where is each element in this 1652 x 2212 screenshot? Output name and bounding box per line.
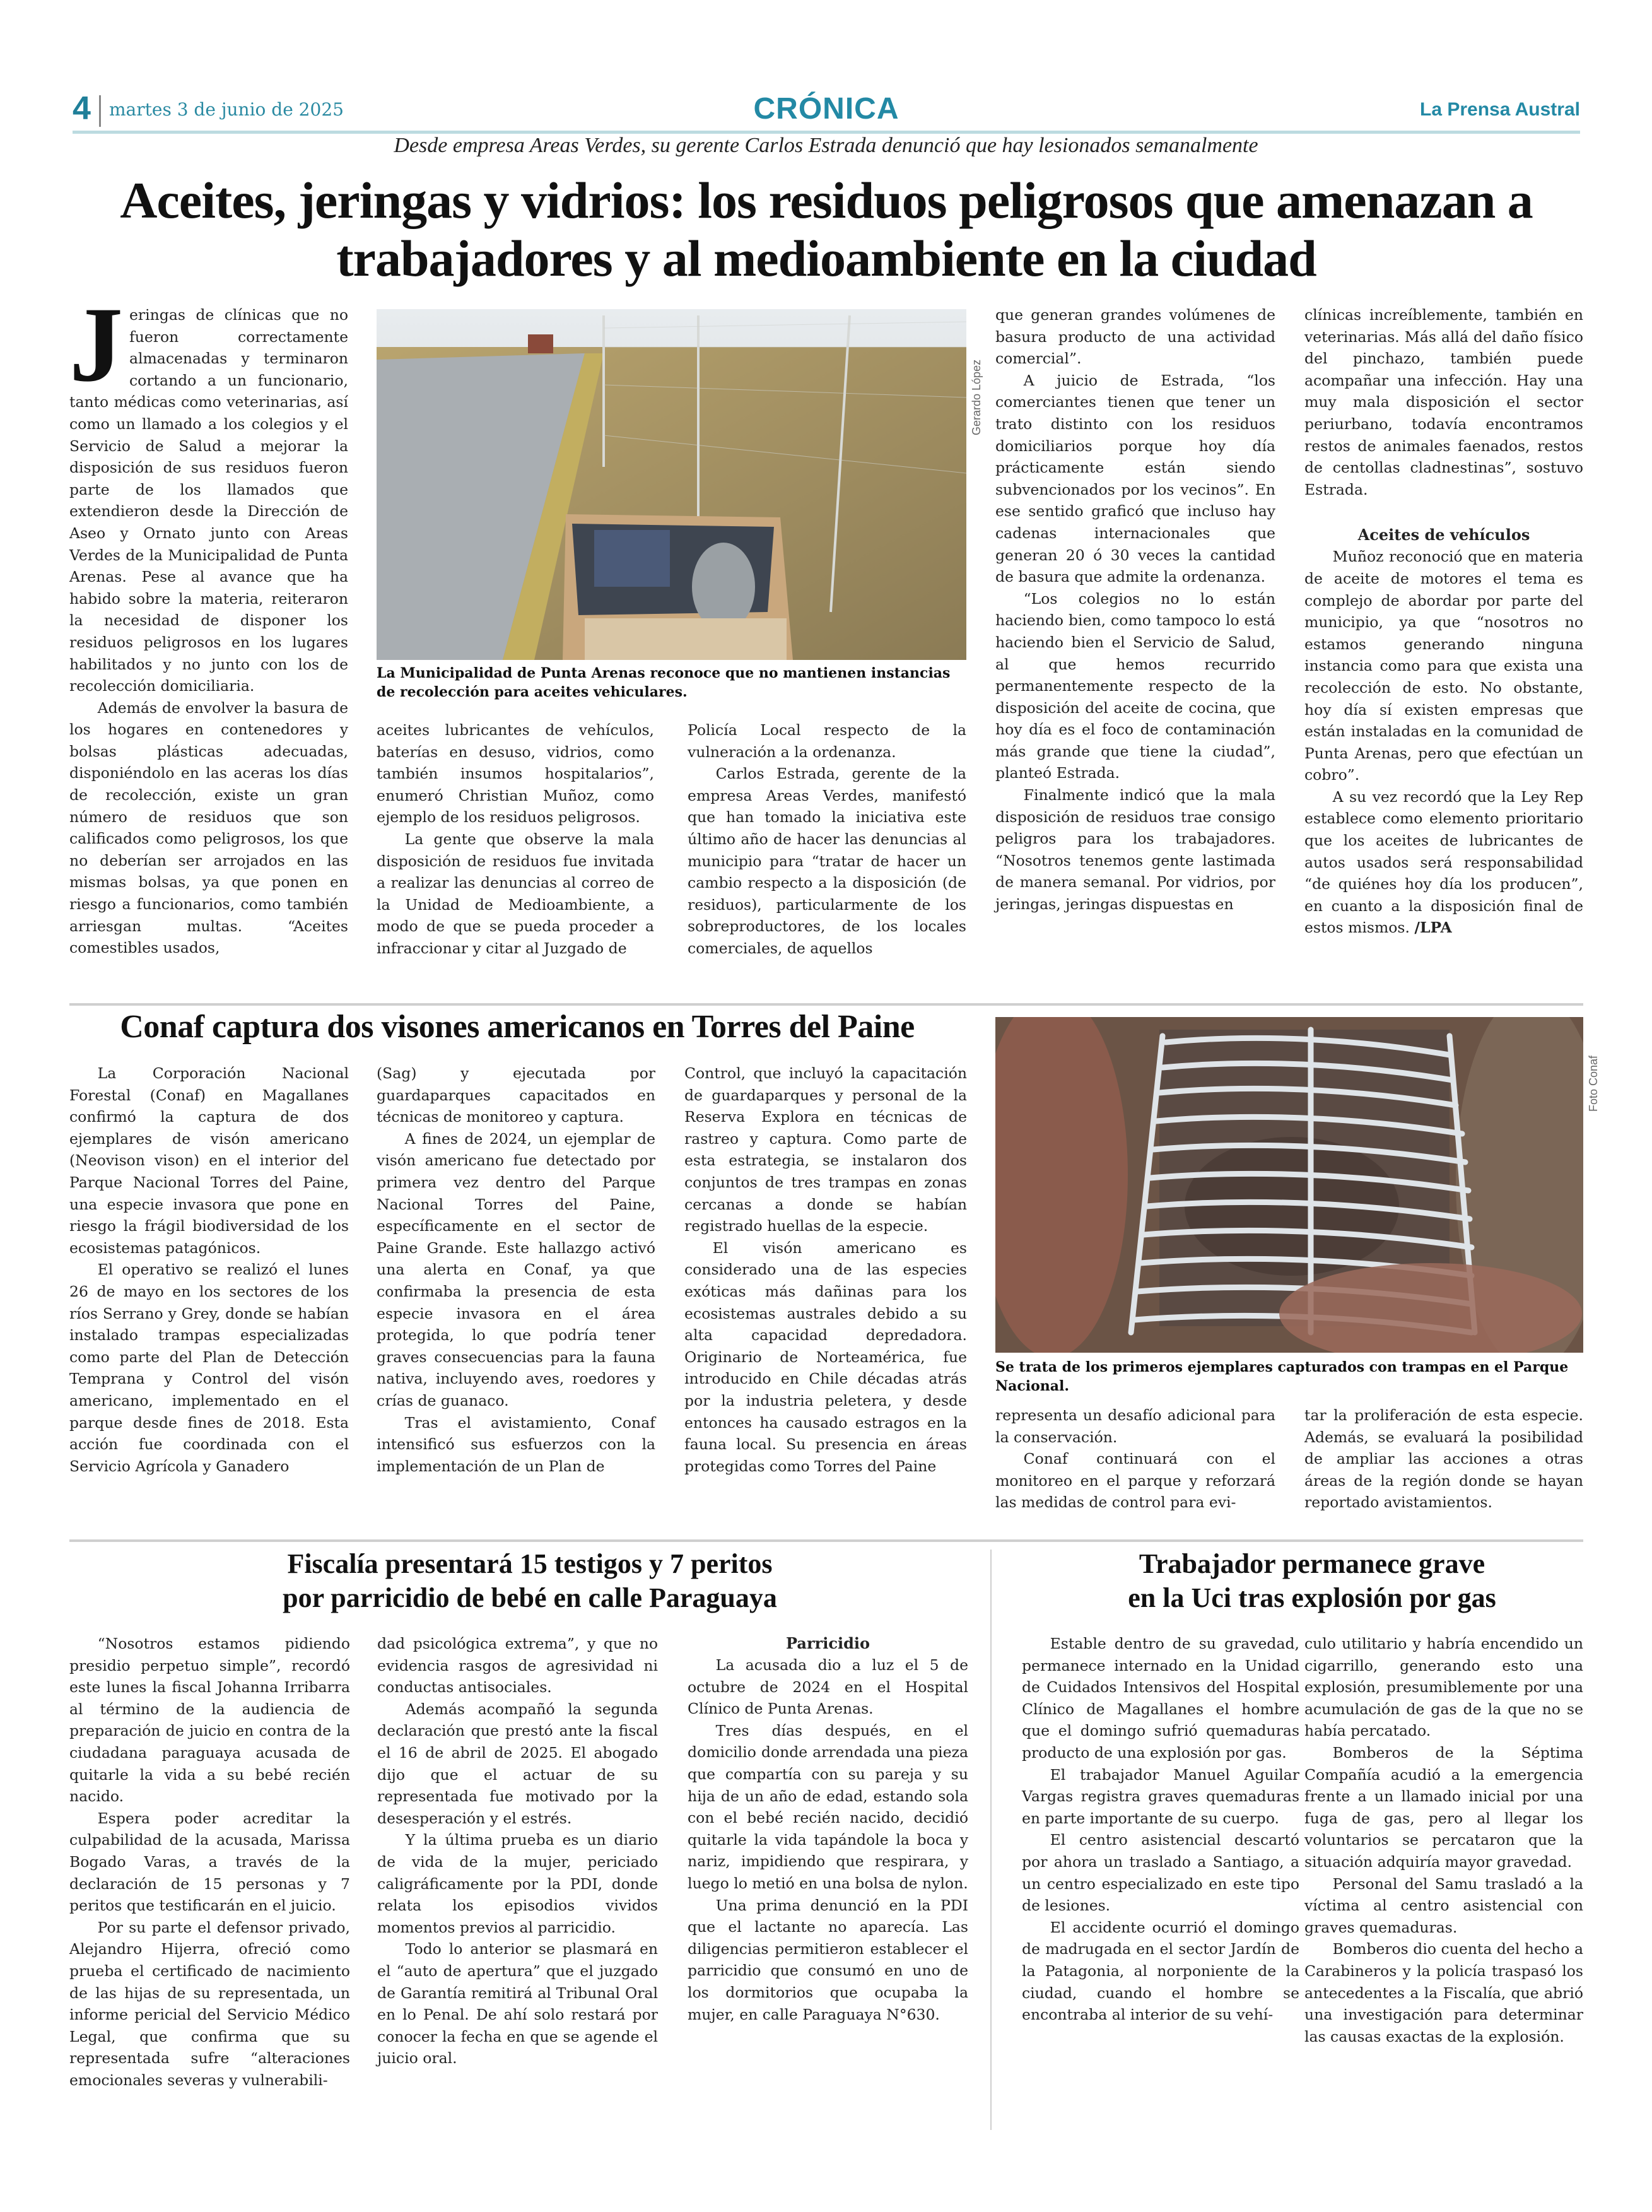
article2-photo-credit: Foto Conaf bbox=[1587, 1055, 1600, 1112]
article3-subhead: Parricidio bbox=[786, 1634, 870, 1652]
article3-paragraph: La acusada dio a luz el 5 de octubre de 2024 en el Hospital Clínico de Punta Arenas. bbox=[688, 1656, 968, 1718]
article3-column-2 bbox=[377, 1633, 658, 2069]
article4-paragraph: Bomberos dio cuenta del hecho a Carabineros y la policía traspasó los antecedentes a la Fiscalía, que abrió una investigación para determinar las causas exactas de la explosión. bbox=[1304, 1940, 1583, 2045]
article4-paragraph: El accidente ocurrió el domingo de madrugada en el sector Jardín de la Patagonia, al norponiente de la ciudad, cuando el hombre se encontraba al interior de su vehí- bbox=[1022, 1918, 1299, 2024]
article1-paragraph: Carlos Estrada, gerente de la empresa Areas Verdes, manifestó que han tomado la iniciativa este último año de hacer las denuncias al municipio para “tratar de hacer un cambio respecto a la disposición (de residuos), particularmente de los sobreproductores, de los locales comerciales, de aquellos bbox=[688, 765, 966, 957]
article1-column-3 bbox=[688, 719, 966, 960]
article3-paragraph: Por su parte el defensor privado, Alejandro Hijerra, ofreció como prueba el certificado de nacimiento de las hijas de su representada, un informe pericial del Servicio Médico Legal, que confirma que su representada sufre “alteraciones emocionales severas y vulnerabili- bbox=[69, 1918, 350, 2089]
article1-photo bbox=[377, 309, 966, 660]
article2-paragraph: El operativo se realizó el lunes 26 de mayo en los sectores de los ríos Serrano y Grey, donde se habían instalado trampas especializadas como parte del Plan de Detección Temprana y Control del visón americano, implementado en el parque desde fines de 2018. Esta acción fue coordinada con el Servicio Agrícola y Ganadero bbox=[69, 1261, 349, 1475]
article4-paragraph: culo utilitario y habría encendido un cigarrillo, generando esto una explosión, presumiblemente por una acumulación de gas de la que no se había percatado. bbox=[1304, 1635, 1583, 1740]
article2-column-3 bbox=[684, 1062, 967, 1477]
article1-paragraph: clínicas increíblemente, también en veterinarias. Más allá del daño físico del pinchazo, también puede acompañar una infección. Hay una muy mala disposición el sector periurbano, todavía encontramos restos de animales faenados, restos de centollas cladnestinas”, sostuvo Estrada. bbox=[1304, 306, 1583, 498]
mink-trap-photo-image bbox=[995, 1017, 1583, 1353]
article1-paragraph: que generan grandes volúmenes de basura producto de una actividad comercial”. bbox=[995, 306, 1275, 368]
article4-paragraph: El trabajador Manuel Aguilar Vargas registra graves quemaduras en parte importante de su cuerpo. bbox=[1022, 1765, 1299, 1827]
article2-paragraph: A fines de 2024, un ejemplar de visón americano fue detectado por primera vez dentro del Parque Nacional Torres del Paine, específicamente en el sector de Paine Grande. Este hallazgo activó una alerta en Conaf, ya que confirmaba la presencia de esta especie invasora en el área protegida, lo que podría tener graves consecuencias para la fauna nativa, incluyendo aves, roedores y crías de guanaco. bbox=[377, 1129, 655, 1409]
article2-paragraph: El visón americano es considerado una de las especies exóticas más dañinas para los ecosistemas australes debido a su alta capacidad depredadora. Originario de Norteamérica, fue introducido en Chile décadas atrás por la industria peletera, y desde entonces ha causado estragos en la fauna local. Su presencia en áreas protegidas como Torres del Paine bbox=[684, 1238, 967, 1475]
article2-paragraph: La Corporación Nacional Forestal (Conaf) en Magallanes confirmó la captura de dos ejemplares de visón americano (Neovison vison) en el interior del Parque Nacional Torres del Paine, una especie invasora que pone en riesgo la frágil biodiversidad de los ecosistemas patagónicos. bbox=[69, 1064, 349, 1257]
waste-box-photo-image bbox=[377, 309, 966, 660]
article3-headline-line-1: Fiscalía presentará 15 testigos y 7 peritos bbox=[287, 1548, 773, 1579]
article4-column-1 bbox=[1022, 1633, 1299, 2026]
article3-paragraph: Tres días después, en el domicilio donde arrendada una pieza que compartía con su pareja y su hija de un año de edad, estando sola con el bebé recién nacido, decidió quitarle la vida tapándole la boca y nariz, impidiendo que respirara, y luego lo metió en una bolsa de nylon. bbox=[688, 1721, 968, 1892]
article1-paragraph: A su vez recordó que la Ley Rep establece como elemento prioritario que los aceites de lubricantes de autos usados será responsabilidad “de quiénes hoy día los producen”, en cuanto a la disposición final de estos mismos. /LPA bbox=[1304, 787, 1583, 937]
article1-subhead: Aceites de vehículos bbox=[1357, 526, 1530, 544]
article1-headline: Aceites, jeringas y vidrios: los residuos peligrosos que amenazan a trabajadores y al medioambiente en la ciudad bbox=[120, 172, 1533, 287]
article3-column-1 bbox=[69, 1633, 350, 2091]
article4-headline-line-2: en la Uci tras explosión por gas bbox=[1128, 1582, 1496, 1613]
article4-headline bbox=[1003, 1547, 1621, 1615]
article2-column-1 bbox=[69, 1062, 349, 1477]
article1-paragraph: Policía Local respecto de la vulneración a la ordenanza. bbox=[688, 721, 966, 761]
publication-name: La Prensa Austral bbox=[1420, 99, 1580, 120]
article1-paragraph: “Los colegios no lo están haciendo bien, como tampoco lo está haciendo bien el Servicio de Salud, al que hemos recurrido permanentemente respecto de la disposición del aceite de cocina, que hoy día es el foco de contaminación más grande que tiene la ciudad”, planteó Estrada. bbox=[995, 589, 1275, 782]
article1-paragraph: A juicio de Estrada, “los comerciantes tienen que tener un trato distinto con los residuos domiciliarios porque hoy día prácticamente están siendo subvencionados por los vecinos”. En ese sentido graficó que incluso hay cadenas internacionales que generan 20 ó 30 veces la cantidad de basura que admite la ordenanza. bbox=[995, 371, 1275, 586]
article4-paragraph: Personal del Samu trasladó a la víctima al centro asistencial con graves quemaduras. bbox=[1304, 1874, 1583, 1936]
article2-column-5 bbox=[1304, 1404, 1583, 1514]
article4-paragraph: El centro asistencial descartó por ahora un traslado a Santiago, a un centro especializado en este tipo de lesiones. bbox=[1022, 1831, 1299, 1915]
article2-photo bbox=[995, 1017, 1583, 1353]
article3-paragraph: Y la última prueba es un diario de vida de la mujer, periciado caligráficamente por la PDI, donde relata los episodios vividos momentos previos al parricidio. bbox=[377, 1831, 658, 1936]
article3-column-3 bbox=[688, 1633, 968, 2025]
article3-headline bbox=[63, 1547, 997, 1615]
article1-paragraph: La gente que observe la mala disposición de residuos fue invitada a realizar las denuncias al correo de la Unidad de Medioambiente, a modo de que se pueda proceder a infraccionar y citar al Juzgado de bbox=[377, 830, 654, 957]
article1-photo-credit: Gerardo López bbox=[970, 359, 983, 435]
article2-paragraph: Tras el avistamiento, Conaf intensificó sus esfuerzos con la implementación de un Plan de bbox=[377, 1413, 655, 1475]
section-divider bbox=[69, 1539, 1583, 1542]
issue-date: martes 3 de junio de 2025 bbox=[109, 99, 344, 120]
page-header bbox=[73, 91, 1580, 134]
article2-column-2 bbox=[377, 1062, 655, 1477]
article3-paragraph: Todo lo anterior se plasmará en el “auto de apertura” que el juzgado de Garantía remitirá al Tribunal Oral en lo Penal. De ahí solo restará por conocer la fecha en que se agende el juicio oral. bbox=[377, 1940, 658, 2068]
page-number: 4 bbox=[73, 90, 91, 127]
article3-paragraph: Espera poder acreditar la culpabilidad de la acusada, Marissa Bogado Varas, a través de la declaración de 15 personas y 7 peritos que testificarán en el juicio. bbox=[69, 1809, 350, 1915]
article3-paragraph: Una prima denunció en la PDI que el lactante no aparecía. Las diligencias permitieron establecer el parricidio que consumó en uno de los dormitorios que ocupaba la mujer, en calle Paraguaya N°630. bbox=[688, 1896, 968, 2023]
article2-headline: Conaf captura dos visones americanos en Torres del Paine bbox=[120, 1009, 915, 1045]
article1-column-5 bbox=[1304, 304, 1583, 939]
article4-column-2 bbox=[1304, 1633, 1583, 2047]
article3-paragraph: “Nosotros estamos pidiendo presidio perpetuo simple”, recordó este lunes la fiscal Johanna Irribarra al término de la audiencia de preparación de juicio en contra de la ciudadana paraguaya acusada de quitarle la vida a su bebé recién nacido. bbox=[69, 1635, 350, 1806]
article4-paragraph: Estable dentro de su gravedad, permanece internado en la Unidad de Cuidados Intensivos del Hospital Clínico de Magallanes el hombre que el domingo sufrió quemaduras producto de una explosión por gas. bbox=[1022, 1635, 1299, 1762]
article3-paragraph: dad psicológica extrema”, y que no evidencia rasgos de agresividad ni conductas antisociales. bbox=[377, 1635, 658, 1697]
article1-paragraph: Finalmente indicó que la mala disposición de residuos trae consigo peligros para los trabajadores. “Nosotros tenemos gente lastimada de manera semanal. Por vidrios, por jeringas, jeringas dispuestas en bbox=[995, 786, 1275, 914]
article1-paragraph: Muñoz reconoció que en materia de aceite de motores el tema es complejo de abordar por parte del municipio, ya que “nosotros no estamos generando ninguna instancia como para que exista una recolección de esto. No obstante, hoy día sí existen empresas que están instaladas en la comunidad de Punta Arenas, pero que efectúan un cobro”. bbox=[1304, 548, 1583, 784]
section-name: CRÓNICA bbox=[753, 92, 899, 126]
article2-paragraph: representa un desafío adicional para la conservación. bbox=[995, 1406, 1275, 1446]
article1-signature: /LPA bbox=[1414, 919, 1452, 937]
section-divider bbox=[69, 1003, 1583, 1006]
article1-column-2 bbox=[377, 719, 654, 960]
article1-photo-caption: La Municipalidad de Punta Arenas reconoce que no mantienen instancias de recolección para aceites vehiculares. bbox=[377, 665, 951, 700]
article1-column-4 bbox=[995, 304, 1275, 915]
article1-paragraph: Además de envolver la basura de los hogares en contenedores y bolsas plásticas adecuadas, disponiéndolo en las aceras los días de recolección, existe un gran número de residuos que son calificados como peligrosos, los que no deberían ser arrojados en las mismas bolsas, ya que ponen en riesgo a funcionarios, como también arriesgan multas. “Aceites comestibles usados, bbox=[69, 698, 348, 957]
article3-headline-line-2: por parricidio de bebé en calle Paraguaya bbox=[283, 1582, 777, 1613]
article2-paragraph: Conaf continuará con el monitoreo en el parque y reforzará las medidas de control para evi- bbox=[995, 1450, 1275, 1512]
article1-column-1 bbox=[69, 285, 348, 959]
article2-paragraph: tar la proliferación de esta especie. Además, se evaluará la posibilidad de ampliar las acciones a otras áreas de la región donde se hayan reportado avistamientos. bbox=[1304, 1406, 1583, 1512]
article1-paragraph: aceites lubricantes de vehículos, baterías en desuso, vidrios, como también insumos hospitalarios”, enumeró Christian Muñoz, como ejemplo de los residuos peligrosos. bbox=[377, 721, 654, 827]
article2-column-4 bbox=[995, 1404, 1275, 1514]
article1-kicker: Desde empresa Areas Verdes, su gerente Carlos Estrada denunció que hay lesionados semanalmente bbox=[394, 134, 1258, 157]
article4-paragraph: Bomberos de la Séptima Compañía acudió a la emergencia frente a un llamado inicial por una fuga de gas, pero al llegar los voluntarios se percataron que la situación adquiría mayor gravedad. bbox=[1304, 1743, 1583, 1871]
article2-paragraph: Control, que incluyó la capacitación de guardaparques y personal de la Reserva Explora en técnicas de rastreo y captura. Como parte de esta estrategia, se instalaron dos conjuntos de tres trampas en zonas cercanas a donde se habían registrado huellas de la especie. bbox=[684, 1064, 967, 1235]
article1-lead-paragraph: Jeringas de clínicas que no fueron correctamente almacenadas y terminaron cortando a un funcionario, tanto médicas como veterinarias, así como un llamado a los colegios y el Servicio de Salud a mejorar la disposición de sus residuos fueron parte de los llamados que extendieron desde la Dirección de Aseo y Ornato junto con Areas Verdes de la Municipalidad de Punta Arenas. Pese al avance que ha habido sobre la materia, reiteraron la necesidad de disponer los residuos peligrosos en los lugares habilitados y no junto con los de recolección domiciliaria. bbox=[69, 285, 348, 695]
article2-paragraph: (Sag) y ejecutada por guardaparques capacitados en técnicas de monitoreo y captura. bbox=[377, 1064, 655, 1126]
column-divider bbox=[990, 1550, 992, 2130]
article4-headline-line-1: Trabajador permanece grave bbox=[1139, 1548, 1485, 1579]
article2-photo-caption: Se trata de los primeros ejemplares capturados con trampas en el Parque Nacional. bbox=[995, 1359, 1569, 1394]
article3-paragraph: Además acompañó la segunda declaración que prestó ante la fiscal el 16 de abril de 2025. El abogado dijo que el actuar de su representada fue motivado por la desesperación y el estrés. bbox=[377, 1700, 658, 1827]
drop-cap: J bbox=[69, 285, 123, 404]
